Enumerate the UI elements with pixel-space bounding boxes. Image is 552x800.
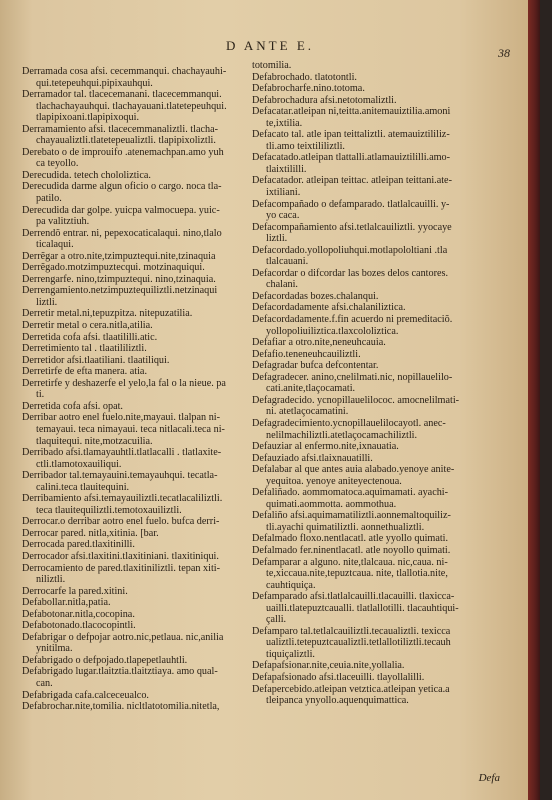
entry-continuation: ynitilma.	[36, 643, 73, 655]
entry-line: Defabrocharfe.nino.totoma.	[252, 83, 365, 95]
entry-line: Defauziar al enfermo.nite,ixnauatia.	[252, 441, 399, 453]
entry-line: Defamparado afsi.tlatlalcauilli.tlacauilli. tlaxicca-	[252, 591, 455, 603]
entry-line: Defacatador. atleipan teittac. atleipan teittani.ate-	[252, 175, 452, 187]
entry-continuation: tiquiçaliztli.	[266, 648, 315, 660]
page-number: 38	[498, 46, 510, 60]
entry-line: Derrengamiento.netzimpuztequiliztli.netzinaqui	[22, 285, 218, 297]
entry-continuation: niliztli.	[36, 574, 66, 586]
entry-continuation: chalani.	[266, 279, 298, 291]
entry-line: Defalmado fer.ninentlacatl. atle noyollo quimati.	[252, 544, 451, 556]
entry-line: Derretirfe de efta manera. atia.	[22, 366, 147, 378]
entry-continuation: ti.	[36, 389, 45, 401]
entry-line: Defabrochar.nite,tomilia. nicltlatotomilia.nitetla,	[22, 701, 220, 713]
entry-line: Derretir metal.ni,tepuzpitza. nitepuzatilia.	[22, 308, 193, 320]
entry-line: Derramador tal. tlacecemanani. tlacecemmanqui.	[22, 89, 222, 101]
entry-line: Derribamiento afsi.temayauiliztli.tecatlacaliliztli.	[22, 493, 223, 505]
entry-line: Derretirfe y deshazerfe el yelo,la fal o la nieue. pa	[22, 377, 226, 389]
entry-line: Derribar aotro enel fuelo.nite,mayaui. tlalpan ni-	[22, 412, 221, 424]
entry-line: Defacordar o difcordar las bozes delos cantores.	[252, 267, 449, 279]
entry-line: Derrocar.o derribar aotro enel fuelo. bufca derri-	[22, 516, 220, 528]
entry-line: Defacatar.atleipan ni,teitta.anitemauiztilia.amoni	[252, 106, 451, 118]
entry-continuation: calini.teca tlauitequini.	[36, 481, 130, 493]
entry-line: Defacordado.yollopoliuhqui.motlapololtiani .tla	[252, 244, 448, 256]
entry-continuation: te,ixtilia.	[266, 117, 303, 129]
entry-line: Derrocada pared.tlaxitinilli.	[22, 539, 135, 551]
entry-continuation: te,xiccaua.nite,tepuztcaua. nite, tlallotia.nite,	[266, 568, 448, 580]
entry-line: Defafio.teneneuhcauiliztli.	[252, 348, 361, 360]
entry-line: Derecudida. tetech chololiztica.	[22, 169, 151, 181]
entry-continuation: chayaualiztli.tlatetepeualiztli. tlapipixoliztli.	[36, 135, 216, 147]
right-column	[252, 60, 524, 707]
entry-line: Derebato o de improuifo .atenemachpan.amo yuh	[22, 146, 224, 158]
entry-line: Derretida cofa afsi. tlaatililli.atic.	[22, 331, 158, 343]
entry-line: Defagradecido. ycnopillauelilococ. amocnelilmati-	[252, 394, 460, 406]
entry-continuation: teca tlauitequiliztli.temotoxauiliztli.	[36, 504, 182, 516]
entry-line: Defabotonado.tlacocopintli.	[22, 620, 136, 632]
entry-line: Defabrigada cafa.calceceualco.	[22, 689, 149, 701]
entry-continuation: liztli.	[266, 233, 288, 245]
entry-line: Defacordadas bozes.chalanqui.	[252, 290, 379, 302]
entry-line: Derrengarfe. nino,tzimpuztequi. nino,tzinaquia.	[22, 273, 216, 285]
entry-line: Defalmado floxo.nentlacatl. atle yyollo quimati.	[252, 533, 449, 545]
entry-line: Derrocamiento de pared.tlaxitiniliztli. tepan xiti-	[22, 562, 221, 574]
entry-continuation: can.	[36, 677, 53, 689]
catchword: Defa	[478, 772, 500, 784]
entry-line: Defagradecer. anino,cnelilmati.nic, nopillauelilo-	[252, 371, 453, 383]
entry-continuation: yequitoa. yenoye aniteyectenoua.	[266, 475, 402, 487]
entry-line: Defalabar al que antes auia alabado.yenoye anite-	[252, 464, 455, 476]
entry-line: Derrẽgado.motzimpuztecqui. motzinaquiqui.	[22, 262, 205, 274]
entry-continuation: tlachachayauhqui. tlachayauani.tlatetepeuhqui.	[36, 100, 227, 112]
entry-line: Defacordadamente afsi.chalaniliztica.	[252, 302, 406, 314]
entry-continuation: tlalcauani.	[266, 256, 309, 268]
entry-continuation: tli.amo teixtililiztli.	[266, 140, 345, 152]
entry-line: Derramamiento afsi. tlacecemmanaliztli. tlacha-	[22, 123, 219, 135]
entry-continuation: tlapipixoani.tlapipixoqui.	[36, 112, 139, 124]
book-edge	[528, 0, 540, 800]
entry-continuation: qui.tetepeuhqui.pipixauhqui.	[36, 77, 153, 89]
entry-line: Defabotonar.nitla,cocopina.	[22, 608, 135, 620]
entry-line: Derrocador afsi.tlaxitini.tlaxitiniani. tlaxitiniqui.	[22, 550, 219, 562]
entry-line: Defafiar a otro.nite,neneuhcauia.	[252, 337, 386, 349]
entry-continuation: ixtiliani.	[266, 187, 301, 199]
entry-continuation: ualiztli.tetepuztcaualiztli.tetlallotiliztli.tecauh	[266, 637, 451, 649]
entry-line: Defaliño afsi.aquimamatiliztli.aonnemaltoquiliz-	[252, 510, 451, 522]
entry-line: Derretida cofa afsi. opat.	[22, 400, 123, 412]
entry-line: totomilia.	[252, 60, 292, 71]
entry-continuation: tleipanca ynyollo.aquenquimattica.	[266, 695, 409, 707]
running-header: D ANTE E.	[225, 38, 315, 53]
entry-line: Defauziado afsi.tlaixnauatilli.	[252, 452, 373, 464]
entry-continuation: yollopoliuiliztica.tlaxcololiztica.	[266, 325, 399, 337]
entry-line: Defapercebido.atleipan vetztica.atleipan yetica.a	[252, 683, 450, 695]
entry-line: Derretidor afsi.tlaatiliani. tlaatiliqui.	[22, 354, 170, 366]
entry-line: Defamparar a alguno. nite,tlalcaua. nic,caua. ni-	[252, 556, 448, 568]
entry-continuation: uailli.tlatepuztcaualli. tlatlallotilli. tlacauhtiqui-	[266, 602, 459, 614]
entry-continuation: cauhtiquiça.	[266, 579, 316, 591]
entry-continuation: nelilmachiliztli.atetlaçocamachiliztli.	[266, 429, 418, 441]
entry-line: Derecudida dar golpe. yuicpa valmocuepa. yuic-	[22, 204, 220, 216]
entry-line: Defacompañamiento afsi.tetlalcauiliztli. yyocaye	[252, 221, 452, 233]
entry-continuation: çalli.	[266, 614, 287, 626]
entry-line: Derribado afsi.tlamayauhtli.tlatlacalli . tlatlaxite-	[22, 447, 222, 459]
entry-line: Defacompañado o defamparado. tlatlalcauilli. y-	[252, 198, 450, 210]
entry-continuation: yo caca.	[266, 210, 300, 222]
entry-line: Defabrigar o defpojar aotro.nic,petlaua. nic,anilia	[22, 631, 224, 643]
entry-line: Defaliñado. aommomatoca.aquimamati. ayachi-	[252, 487, 449, 499]
entry-continuation: ctli.tlamotoxauiliqui.	[36, 458, 122, 470]
entry-continuation: temayaui. teca nimayaui. teca nitlacali.teca ni-	[36, 423, 225, 435]
entry-continuation: tlaixtililli.	[266, 163, 307, 175]
entry-line: Derretimiento tal . tlaatililiztli.	[22, 343, 147, 355]
entry-line: Defabrigado lugar.tlaitztia.tlaitztiaya. amo qual-	[22, 666, 218, 678]
entry-continuation: tlaquitequi. nite,motzacuilia.	[36, 435, 153, 447]
entry-line: Defagradecimiento.ycnopillauelilocayotl. anec-	[252, 417, 446, 429]
entry-continuation: patilo.	[36, 193, 62, 205]
entry-continuation: ticalaqui.	[36, 239, 74, 251]
entry-line: Defabrochado. tlatotontli.	[252, 71, 357, 83]
entry-continuation: pa valitztiuh.	[36, 216, 90, 228]
entry-line: Defacatado.atleipan tlattalli.atlamauiztililli.amo-	[252, 152, 451, 164]
entry-line: Derrocar pared. nitla,xitinia. [bar.	[22, 527, 159, 539]
entry-line: Derribador tal.temayauini.temayauhqui. tecatla-	[22, 470, 218, 482]
entry-line: Derecudida darme algun oficio o cargo. noca tla-	[22, 181, 222, 193]
entry-continuation: ca teyollo.	[36, 158, 79, 170]
entry-line: Derretir metal o cera.nitla,atilia.	[22, 320, 153, 332]
entry-continuation: ni. atetlaçocamatini.	[266, 406, 349, 418]
entry-line: Defamparo tal.tetlalcauiliztli.tecaualiztli. texicca	[252, 625, 451, 637]
entry-line: Derrendõ entrar. ni, pepexocaticalaqui. nino,tlalo	[22, 227, 222, 239]
left-column	[22, 66, 270, 713]
entry-line: Defagradar bufca defcontentar.	[252, 360, 379, 372]
entry-line: Defapafsionado afsi.tlaceuilli. tlayollalilli.	[252, 671, 425, 683]
entry-line: Derrẽgar a otro.nite,tzimpuztequi.nite,tzinaquia	[22, 250, 216, 262]
entry-continuation: liztli.	[36, 296, 58, 308]
entry-continuation: cati.anite,tlaçocamati.	[266, 383, 356, 395]
entry-line: Defacato tal. atle ipan teittaliztli. atemauiztililiz-	[252, 129, 450, 141]
entry-line: Defabrigado o defpojado.tlapepetlauhtli.	[22, 654, 188, 666]
entry-continuation: quimati.aommotta. aommothua.	[266, 498, 397, 510]
entry-line: Defacordadamente.f.fin acuerdo ni premeditaciõ.	[252, 314, 453, 326]
entry-line: Derrocarfe la pared.xitini.	[22, 585, 128, 597]
entry-continuation: tli.ayachi quimatiliztli. aonnethualiztli.	[266, 521, 425, 533]
entry-line: Derramada cosa afsi. cecemmanqui. chachayauhi-	[22, 66, 227, 77]
entry-line: Defapafsionar.nite,ceuia.nite,yollalia.	[252, 660, 405, 672]
entry-line: Defabrochadura afsi.netotomaliztli.	[252, 94, 397, 106]
entry-line: Defabollar.nitla,patia.	[22, 597, 111, 609]
